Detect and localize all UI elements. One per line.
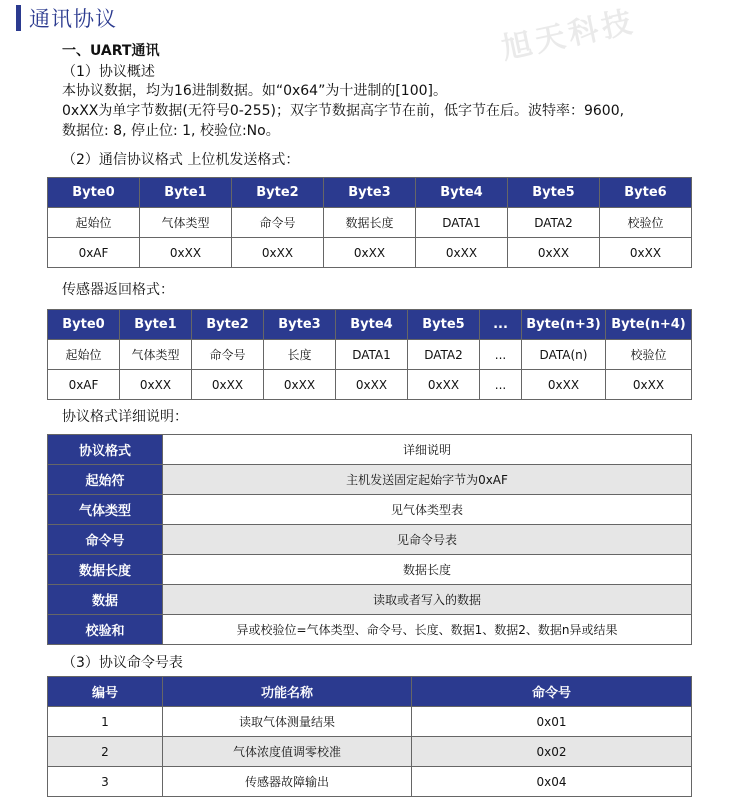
table-row <box>48 585 692 615</box>
table-cell: 0xXX <box>192 370 264 400</box>
table-cell: ... <box>480 370 522 400</box>
table-row <box>48 767 692 797</box>
table-cell: 起始位 <box>48 208 140 238</box>
table-header-cell: 编号 <box>48 677 163 707</box>
table-header-row <box>48 310 692 340</box>
table-header-cell: Byte0 <box>48 178 140 208</box>
send-format-table <box>47 177 692 268</box>
table-header-cell: Byte2 <box>192 310 264 340</box>
table-key-cell: 起始符 <box>48 465 163 495</box>
table-cell: ... <box>480 340 522 370</box>
table-cell: 读取或者写入的数据 <box>163 585 692 615</box>
table-row <box>48 370 692 400</box>
table-cell: 0xXX <box>120 370 192 400</box>
table-header-cell: Byte3 <box>324 178 416 208</box>
table-cell: 0xXX <box>140 238 232 268</box>
table-row <box>48 340 692 370</box>
table-cell: 0xXX <box>522 370 606 400</box>
table-row <box>48 707 692 737</box>
header-accent-bar <box>16 5 21 31</box>
table-key-cell: 命令号 <box>48 525 163 555</box>
table-row <box>48 555 692 585</box>
table-cell: 校验位 <box>600 208 692 238</box>
table-cell: 0xXX <box>232 238 324 268</box>
table-header-cell: Byte6 <box>600 178 692 208</box>
page-header <box>16 4 117 32</box>
table-cell: 气体浓度值调零校准 <box>163 737 412 767</box>
table-key-cell: 气体类型 <box>48 495 163 525</box>
table-header-cell: Byte3 <box>264 310 336 340</box>
table-row <box>48 465 692 495</box>
table-cell: 校验位 <box>606 340 692 370</box>
command-heading: （3）协议命令号表 <box>62 655 183 671</box>
table-header-cell: Byte0 <box>48 310 120 340</box>
table-cell: 0xXX <box>416 238 508 268</box>
table-cell: 3 <box>48 767 163 797</box>
table-header-cell: Byte5 <box>508 178 600 208</box>
table-cell: 1 <box>48 707 163 737</box>
table-header-cell: Byte5 <box>408 310 480 340</box>
table-cell: 传感器故障输出 <box>163 767 412 797</box>
table-row <box>48 737 692 767</box>
table-cell: 数据长度 <box>324 208 416 238</box>
table-header-cell: Byte2 <box>232 178 324 208</box>
table-cell: 0xXX <box>324 238 416 268</box>
table-cell: 见命令号表 <box>163 525 692 555</box>
table-header-cell: Byte(n+3) <box>522 310 606 340</box>
table-cell: 见气体类型表 <box>163 495 692 525</box>
table-header-cell: Byte4 <box>336 310 408 340</box>
table-cell: 长度 <box>264 340 336 370</box>
table-header-cell: 功能名称 <box>163 677 412 707</box>
section-heading: 一、UART通讯 <box>62 43 160 59</box>
return-format-table <box>47 309 692 400</box>
table-header-cell: 命令号 <box>412 677 692 707</box>
table-cell: 气体类型 <box>120 340 192 370</box>
table-cell: DATA2 <box>508 208 600 238</box>
table-cell: 读取气体测量结果 <box>163 707 412 737</box>
protocol-detail-table <box>47 434 692 645</box>
return-heading: 传感器返回格式： <box>62 282 174 298</box>
table-header-cell: ... <box>480 310 522 340</box>
table-cell: 命令号 <box>232 208 324 238</box>
table-cell: 0xXX <box>336 370 408 400</box>
table-cell: 0xXX <box>508 238 600 268</box>
table-key-cell: 数据长度 <box>48 555 163 585</box>
table-cell: 详细说明 <box>163 435 692 465</box>
table-cell: 命令号 <box>192 340 264 370</box>
table-row <box>48 208 692 238</box>
table-row <box>48 435 692 465</box>
table-cell: 0x01 <box>412 707 692 737</box>
overview-line: 数据位: 8, 停止位: 1, 校验位:No。 <box>62 123 280 139</box>
overview-heading: （1）协议概述 <box>62 64 155 80</box>
table-cell: 0xAF <box>48 370 120 400</box>
table-row <box>48 495 692 525</box>
table-cell: 主机发送固定起始字节为0xAF <box>163 465 692 495</box>
command-table <box>47 676 692 797</box>
table-header-cell: Byte4 <box>416 178 508 208</box>
table-cell: 2 <box>48 737 163 767</box>
detail-heading: 协议格式详细说明： <box>62 409 188 425</box>
overview-line: 0xXX为单字节数据(无符号0-255)；双字节数据高字节在前，低字节在后。波特率：9600, <box>62 103 625 119</box>
table-header-cell: Byte(n+4) <box>606 310 692 340</box>
table-cell: 起始位 <box>48 340 120 370</box>
page-title: 通讯协议 <box>29 7 117 31</box>
watermark: 旭天科技 <box>498 4 639 67</box>
table-row <box>48 615 692 645</box>
table-header-row <box>48 677 692 707</box>
table-cell: DATA(n) <box>522 340 606 370</box>
table-cell: 0x04 <box>412 767 692 797</box>
table-key-cell: 协议格式 <box>48 435 163 465</box>
table-cell: 0xXX <box>606 370 692 400</box>
table-cell: DATA2 <box>408 340 480 370</box>
table-header-cell: Byte1 <box>120 310 192 340</box>
table-row <box>48 238 692 268</box>
table-cell: 0xXX <box>600 238 692 268</box>
table-cell: 异或校验位=气体类型、命令号、长度、数据1、数据2、数据n异或结果 <box>163 615 692 645</box>
format-heading: （2）通信协议格式 上位机发送格式： <box>62 152 300 168</box>
table-cell: DATA1 <box>416 208 508 238</box>
table-cell: 气体类型 <box>140 208 232 238</box>
overview-line: 本协议数据，均为16进制数据。如“0x64”为十进制的[100]。 <box>62 83 447 99</box>
table-header-row <box>48 178 692 208</box>
table-cell: 0xAF <box>48 238 140 268</box>
table-key-cell: 校验和 <box>48 615 163 645</box>
table-cell: 0xXX <box>408 370 480 400</box>
table-cell: DATA1 <box>336 340 408 370</box>
table-cell: 0xXX <box>264 370 336 400</box>
table-header-cell: Byte1 <box>140 178 232 208</box>
table-cell: 0x02 <box>412 737 692 767</box>
table-row <box>48 525 692 555</box>
table-cell: 数据长度 <box>163 555 692 585</box>
table-key-cell: 数据 <box>48 585 163 615</box>
